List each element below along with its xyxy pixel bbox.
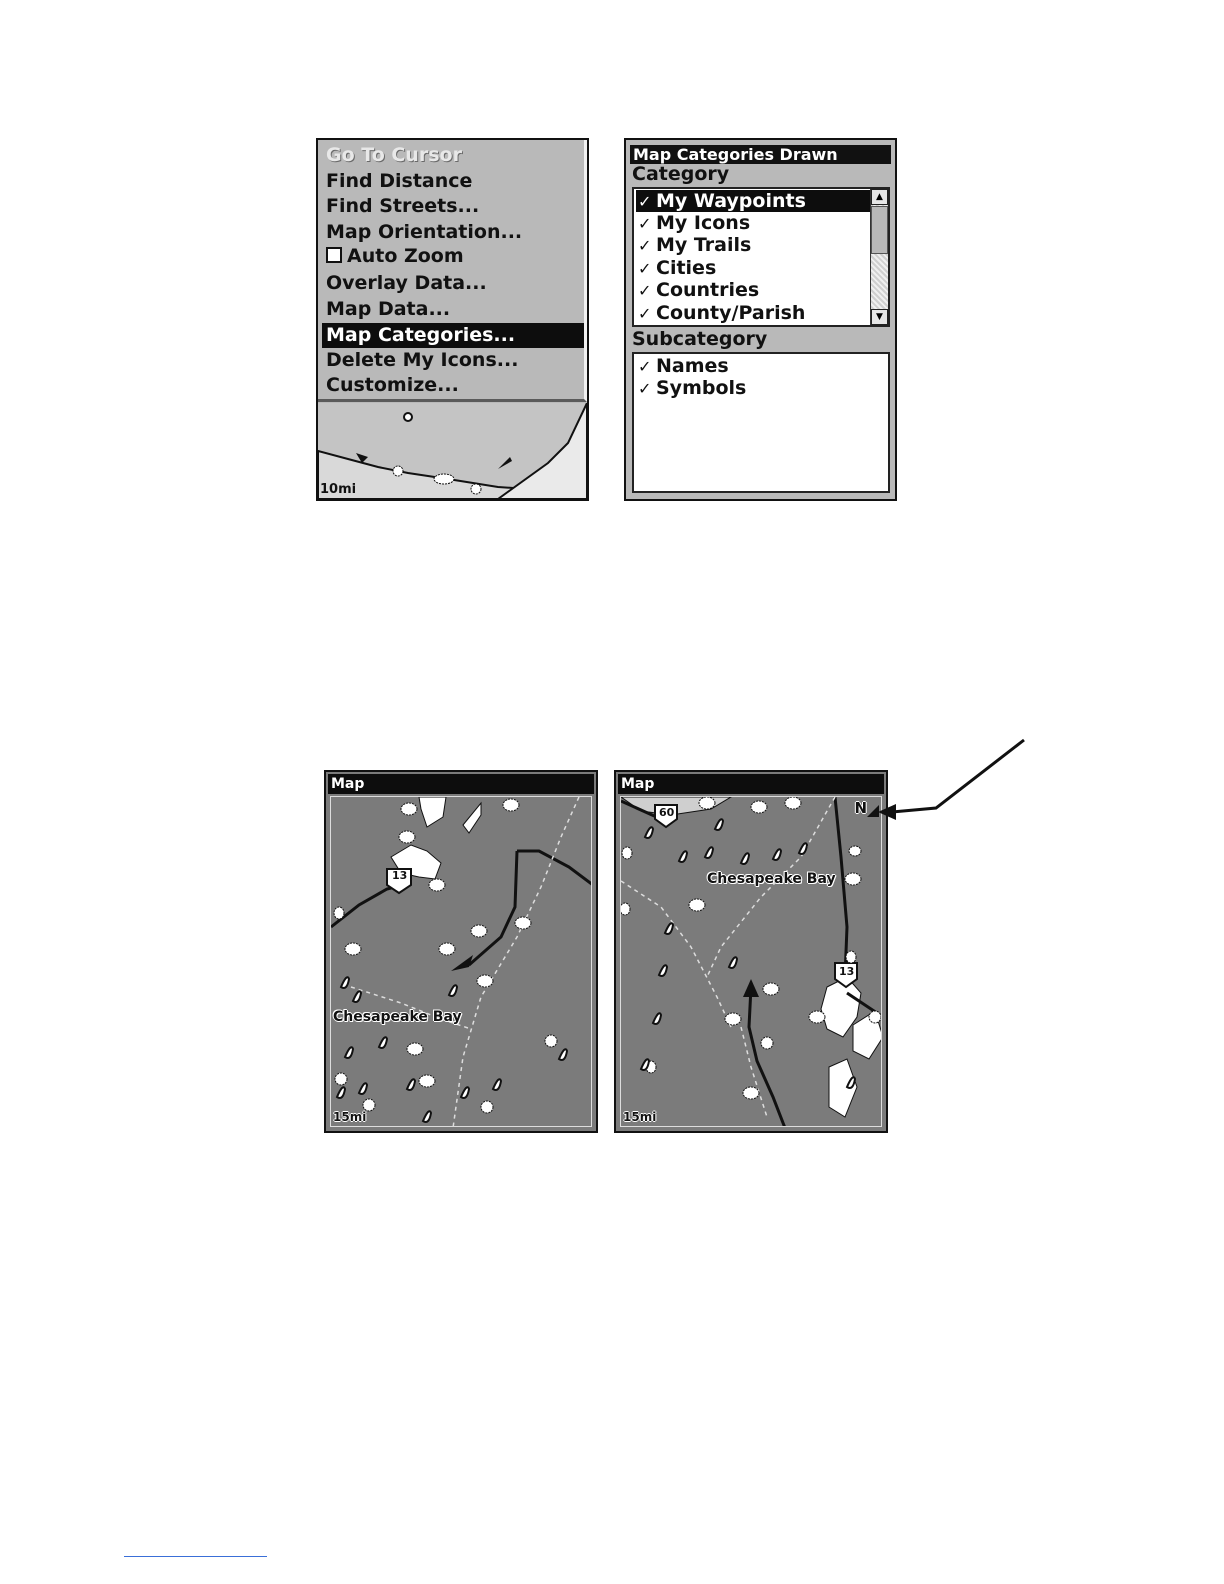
menu-item-find-streets[interactable]: Find Streets... xyxy=(326,195,480,217)
menu-item-map-orientation[interactable]: Map Orientation... xyxy=(326,221,523,243)
footnote-divider xyxy=(124,1556,267,1557)
category-item-countries[interactable]: ✓ Countries xyxy=(638,279,760,301)
category-item-cities[interactable]: ✓ Cities xyxy=(638,257,717,279)
subcategory-list[interactable] xyxy=(632,352,890,493)
highway-shield-60: 60 xyxy=(659,806,675,819)
auto-zoom-checkbox[interactable] xyxy=(326,247,342,263)
check-icon: ✓ xyxy=(638,214,652,233)
map-view[interactable] xyxy=(330,796,592,1127)
map-graphic xyxy=(621,797,882,1127)
check-icon: ✓ xyxy=(638,236,652,255)
category-item-county-parish[interactable]: ✓ County/Parish xyxy=(638,302,806,324)
check-icon: ✓ xyxy=(638,357,652,376)
subcategory-label: Subcategory xyxy=(632,328,768,350)
map-screen-course-up xyxy=(324,770,598,1133)
category-item-my-icons[interactable]: ✓ My Icons xyxy=(638,212,751,234)
background-map-preview xyxy=(318,403,587,499)
check-icon: ✓ xyxy=(638,304,652,323)
check-icon: ✓ xyxy=(638,281,652,300)
category-scrollbar[interactable] xyxy=(870,189,888,325)
subcategory-item-symbols[interactable]: ✓ Symbols xyxy=(638,377,747,399)
scroll-thumb[interactable] xyxy=(871,206,888,254)
menu-map-scale: 10mi xyxy=(320,482,357,497)
map-context-menu xyxy=(318,140,587,402)
map-categories-dialog xyxy=(624,138,897,501)
mini-map-graphic xyxy=(318,403,587,499)
callout-arrow-icon xyxy=(860,730,1030,830)
menu-item-overlay-data[interactable]: Overlay Data... xyxy=(326,272,487,294)
menu-item-map-data[interactable]: Map Data... xyxy=(326,298,451,320)
menu-item-go-to-cursor: Go To Cursor xyxy=(326,144,462,166)
menu-item-find-distance[interactable]: Find Distance xyxy=(326,170,473,192)
scroll-up-arrow-icon[interactable]: ▲ xyxy=(871,189,888,205)
category-list[interactable] xyxy=(632,187,890,327)
scroll-down-arrow-icon[interactable]: ▼ xyxy=(871,309,888,325)
map-title: Map xyxy=(618,774,884,794)
north-indicator: N xyxy=(854,799,867,817)
auto-zoom-label: Auto Zoom xyxy=(347,245,464,267)
map-screen-north-up xyxy=(614,770,888,1133)
check-icon: ✓ xyxy=(638,192,652,211)
category-item-my-waypoints[interactable]: ✓ My Waypoints xyxy=(636,190,872,212)
menu-item-customize[interactable]: Customize... xyxy=(326,374,459,396)
map-view[interactable] xyxy=(620,796,882,1127)
subcategory-item-names[interactable]: ✓ Names xyxy=(638,355,729,377)
place-label-chesapeake-bay: Chesapeake Bay xyxy=(707,871,836,887)
highway-shield-13: 13 xyxy=(839,965,855,978)
check-icon: ✓ xyxy=(638,259,652,278)
highway-shield-13: 13 xyxy=(392,869,408,882)
dialog-title: Map Categories Drawn xyxy=(630,145,891,164)
menu-item-delete-my-icons[interactable]: Delete My Icons... xyxy=(326,349,519,371)
menu-item-map-categories[interactable]: Map Categories... xyxy=(322,323,584,348)
menu-item-auto-zoom[interactable] xyxy=(322,244,584,269)
category-item-my-trails[interactable]: ✓ My Trails xyxy=(638,234,752,256)
check-icon: ✓ xyxy=(638,379,652,398)
map-menu-screen xyxy=(316,138,589,501)
map-title: Map xyxy=(328,774,594,794)
map-scale: 15mi xyxy=(623,1110,657,1124)
place-label-chesapeake-bay: Chesapeake Bay xyxy=(333,1009,462,1025)
map-graphic xyxy=(331,797,592,1127)
category-label: Category xyxy=(632,163,730,185)
map-scale: 15mi xyxy=(333,1110,367,1124)
